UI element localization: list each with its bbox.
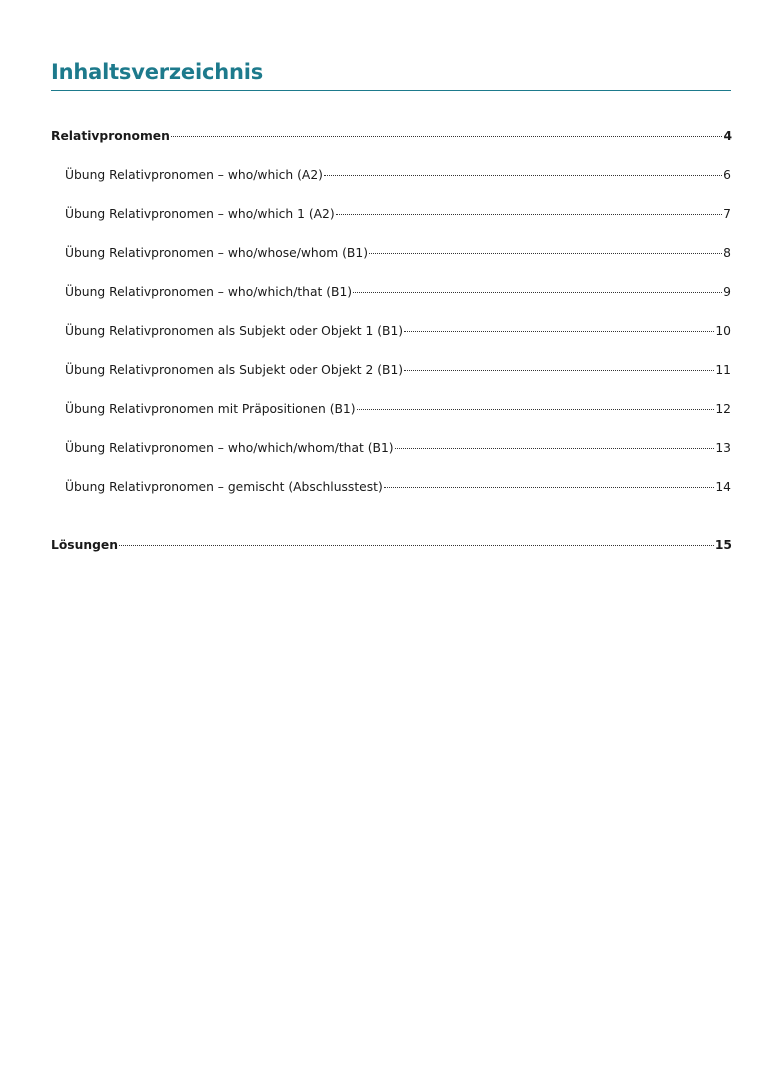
toc-page-number: 8 [723, 246, 731, 260]
toc-entry-relativpronomen[interactable] [51, 128, 732, 144]
toc-entry-loesungen[interactable] [51, 537, 732, 553]
toc-page-number: 9 [723, 285, 731, 299]
toc-entry-title: Übung Relativpronomen als Subjekt oder Objekt 2 (B1) [65, 363, 404, 377]
toc-entry-title: Übung Relativpronomen – who/which 1 (A2) [65, 207, 335, 221]
toc-entry-title: Übung Relativpronomen – who/which/whom/that (B1) [65, 441, 394, 455]
toc-page-number: 4 [723, 129, 732, 143]
page-title: Inhaltsverzeichnis [51, 60, 264, 84]
toc-dot-leader [324, 175, 722, 176]
toc-entry-who-which-that-b1[interactable] [65, 284, 731, 300]
toc-entry-who-which-1-a2[interactable] [65, 206, 731, 222]
toc-dot-leader [384, 487, 715, 488]
toc-dot-leader [357, 409, 715, 410]
toc-page-number: 15 [714, 538, 732, 552]
toc-dot-leader [404, 370, 714, 371]
toc-entry-title: Relativpronomen [51, 129, 170, 143]
toc-page-number: 6 [723, 168, 731, 182]
toc-entry-title: Übung Relativpronomen – who/whose/whom (B1) [65, 246, 368, 260]
toc-dot-leader [395, 448, 715, 449]
toc-entry-title: Übung Relativpronomen – who/which/that (B1) [65, 285, 353, 299]
toc-dot-leader [119, 545, 714, 546]
toc-entry-praepositionen-b1[interactable] [65, 401, 731, 417]
toc-entry-title: Lösungen [51, 538, 119, 552]
toc-entry-subjekt-objekt-1-b1[interactable] [65, 323, 731, 339]
toc-page-number: 12 [715, 402, 731, 416]
toc-page-number: 14 [715, 480, 731, 494]
toc-entry-abschlusstest[interactable] [65, 479, 731, 495]
toc-page-number: 13 [715, 441, 731, 455]
toc-dot-leader [404, 331, 714, 332]
toc-dot-leader [353, 292, 722, 293]
toc-entry-title: Übung Relativpronomen – gemischt (Abschlusstest) [65, 480, 383, 494]
toc-entry-who-which-whom-that-b1[interactable] [65, 440, 731, 456]
toc-dot-leader [171, 136, 723, 137]
toc-entry-subjekt-objekt-2-b1[interactable] [65, 362, 731, 378]
toc-entry-title: Übung Relativpronomen als Subjekt oder Objekt 1 (B1) [65, 324, 404, 338]
toc-dot-leader [336, 214, 722, 215]
toc-entry-title: Übung Relativpronomen mit Präpositionen (B1) [65, 402, 356, 416]
toc-entry-title: Übung Relativpronomen – who/which (A2) [65, 168, 323, 182]
toc-page-number: 10 [715, 324, 731, 338]
toc-dot-leader [369, 253, 722, 254]
toc-entry-who-which-a2[interactable] [65, 167, 731, 183]
toc-page-number: 7 [723, 207, 731, 221]
heading-divider [51, 90, 731, 91]
toc-entry-who-whose-whom-b1[interactable] [65, 245, 731, 261]
toc-page-number: 11 [715, 363, 731, 377]
